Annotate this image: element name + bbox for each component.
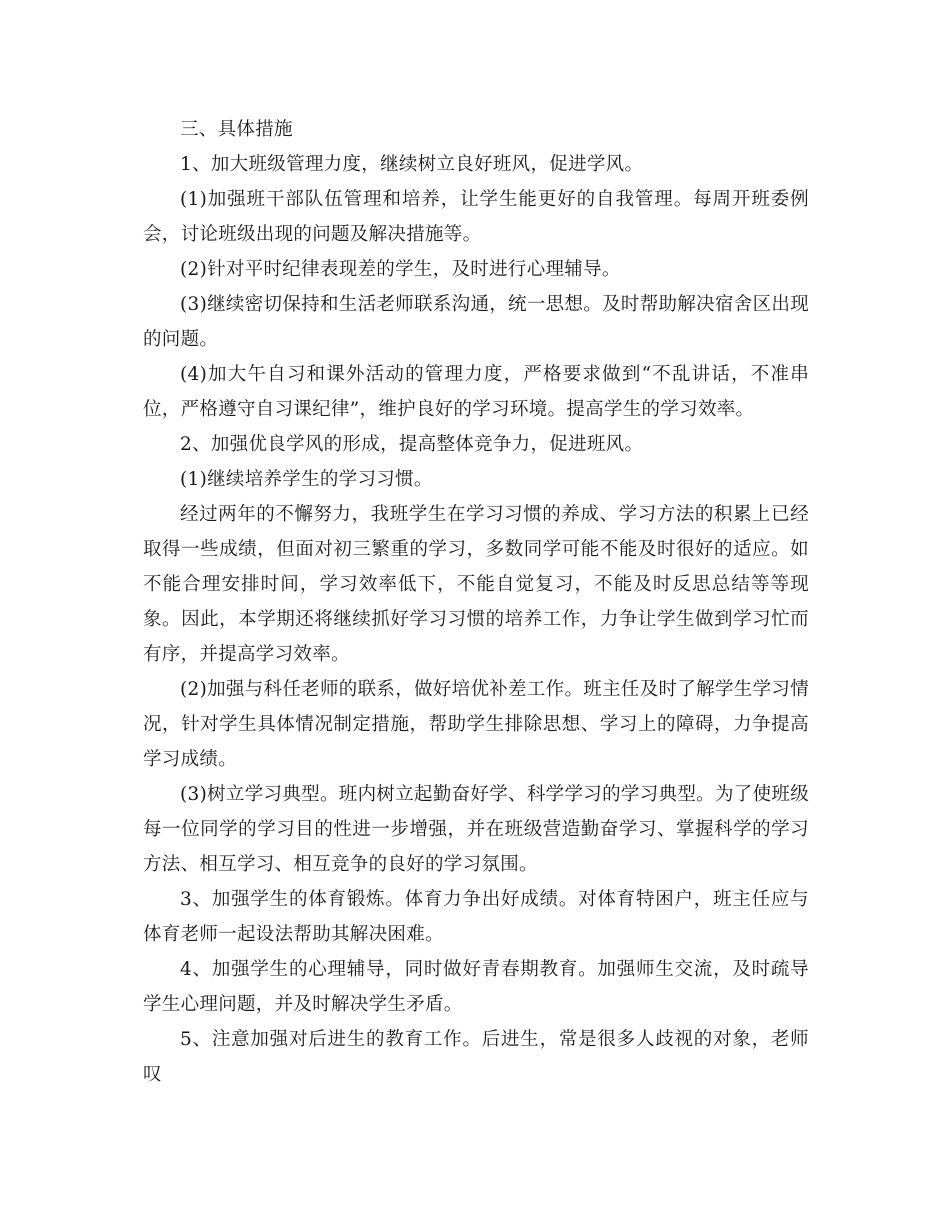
paragraph: (2)针对平时纪律表现差的学生，及时进行心理辅导。	[180, 259, 621, 280]
paragraph: 经过两年的不懈努力，我班学生在学习习惯的养成、学习方法的积累上已经取得一些成绩，但面对初三繁重的学习，多数同学可能不能及时很好的适应。如不能合理安排时间，学习效率低下，不能自觉复习，不能及时反思总结等等现象。因此，本学期还将继续抓好学习习惯的培养工作，力争让学生做到学习忙而有序，并提高学习效率。	[143, 504, 809, 665]
paragraph: (3)树立学习典型。班内树立起勤奋好学、科学学习的学习典型。为了使班级每一位同学的学习目的性进一步增强，并在班级营造勤奋学习、掌握科学的学习方法、相互学习、相互竞争的良好的学习氛围。	[143, 784, 809, 875]
document-body	[143, 112, 809, 1092]
paragraph: (2)加强与科任老师的联系，做好培优补差工作。班主任及时了解学生学习情况，针对学生具体情况制定措施，帮助学生排除思想、学习上的障碍，力争提高学习成绩。	[143, 679, 809, 770]
paragraph: 3、加强学生的体育锻炼。体育力争出好成绩。对体育特困户，班主任应与体育老师一起设法帮助其解决困难。	[143, 889, 809, 945]
paragraph: 4、加强学生的心理辅导，同时做好青春期教育。加强师生交流，及时疏导学生心理问题，并及时解决学生矛盾。	[143, 959, 809, 1015]
section-heading: 三、具体措施	[180, 119, 293, 140]
paragraph: (4)加大午自习和课外活动的管理力度，严格要求做到“不乱讲话，不准串位，严格遵守自习课纪律”，维护良好的学习环境。提高学生的学习效率。	[143, 364, 809, 420]
paragraph: (3)继续密切保持和生活老师联系沟通，统一思想。及时帮助解决宿舍区出现的问题。	[143, 294, 809, 350]
paragraph: (1)加强班干部队伍管理和培养，让学生能更好的自我管理。每周开班委例会，讨论班级出现的问题及解决措施等。	[143, 189, 809, 245]
paragraph: 2、加强优良学风的形成，提高整体竞争力，促进班风。	[180, 434, 644, 455]
paragraph: 1、加大班级管理力度，继续树立良好班风，促进学风。	[180, 154, 644, 175]
paragraph: 5、注意加强对后进生的教育工作。后进生，常是很多人歧视的对象，老师叹	[143, 1029, 809, 1085]
paragraph: (1)继续培养学生的学习习惯。	[180, 469, 433, 490]
